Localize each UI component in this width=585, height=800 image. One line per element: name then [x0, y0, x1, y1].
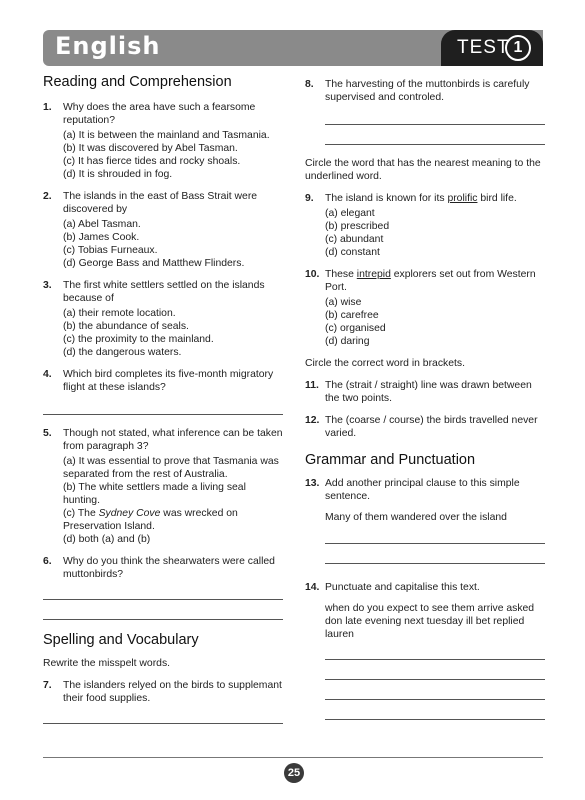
- question-number: 9.: [305, 193, 314, 204]
- question-5: [43, 427, 283, 546]
- option-d[interactable]: (d) It is shrouded in fog.: [63, 169, 173, 180]
- answer-line[interactable]: [325, 144, 545, 145]
- option-c[interactable]: (c) abundant: [325, 234, 384, 245]
- question-1: [43, 101, 283, 181]
- answer-line[interactable]: [325, 563, 545, 564]
- option-a[interactable]: (a) their remote location.: [63, 308, 176, 319]
- question-12: [305, 414, 545, 440]
- question-number: 13.: [305, 478, 320, 489]
- right-column: [305, 72, 545, 720]
- question-9: [305, 192, 545, 259]
- option-b[interactable]: (b) carefree: [325, 310, 379, 321]
- option-a[interactable]: (a) It is between the mainland and Tasmania.: [63, 130, 270, 141]
- answer-line[interactable]: [325, 124, 545, 125]
- sample-sentence: Many of them wandered over the island: [325, 512, 507, 523]
- question-text: The islanders relyed on the birds to supplemant their food supplies.: [63, 680, 282, 704]
- option-c[interactable]: (c) Tobias Furneaux.: [63, 245, 158, 256]
- answer-line[interactable]: [325, 719, 545, 720]
- answer-line[interactable]: [43, 414, 283, 415]
- option-b[interactable]: (b) prescribed: [325, 221, 390, 232]
- test-tab: [441, 30, 543, 66]
- question-number: 5.: [43, 428, 52, 439]
- section-title-reading: Reading and Comprehension: [43, 74, 232, 90]
- answer-line[interactable]: [43, 599, 283, 600]
- option-d[interactable]: (d) daring: [325, 336, 370, 347]
- section-title-grammar: Grammar and Punctuation: [305, 452, 476, 468]
- option-c[interactable]: (c) the proximity to the mainland.: [63, 334, 214, 345]
- test-number-badge: 1: [505, 35, 531, 61]
- question-number: 4.: [43, 369, 52, 380]
- option-d[interactable]: (d) the dangerous waters.: [63, 347, 182, 358]
- option-d[interactable]: (d) both (a) and (b): [63, 534, 151, 545]
- question-number: 14.: [305, 582, 320, 593]
- question-text: The first white settlers settled on the islands because of: [63, 280, 265, 304]
- option-d[interactable]: (d) George Bass and Matthew Flinders.: [63, 258, 245, 269]
- question-text: Punctuate and capitalise this text.: [325, 582, 480, 593]
- question-text: [325, 268, 545, 294]
- question-text: The (strait / straight) line was drawn between the two points.: [325, 380, 532, 404]
- question-text: [325, 192, 545, 205]
- option-a[interactable]: (a) It was essential to prove that Tasmania was separated from the rest of Australia.: [63, 456, 279, 480]
- text-prefix: These: [325, 269, 357, 280]
- section-title-spelling: Spelling and Vocabulary: [43, 632, 199, 648]
- question-number: 10.: [305, 269, 320, 280]
- question-number: 12.: [305, 415, 320, 426]
- question-14: [305, 581, 545, 641]
- underlined-word: prolific: [447, 193, 478, 204]
- answer-line[interactable]: [325, 659, 545, 660]
- question-11: [305, 379, 545, 405]
- option-b[interactable]: (b) It was discovered by Abel Tasman.: [63, 143, 238, 154]
- question-2: [43, 190, 283, 270]
- question-10: [305, 268, 545, 348]
- question-number: 3.: [43, 280, 52, 291]
- question-text: Which bird completes its five-month migratory flight at these islands?: [63, 369, 274, 393]
- page-header: [43, 30, 543, 66]
- instruction-text: Rewrite the misspelt words.: [43, 658, 171, 669]
- page-number-badge: 25: [284, 763, 304, 783]
- left-column: [43, 72, 283, 724]
- question-8: [305, 78, 545, 104]
- answer-line[interactable]: [325, 679, 545, 680]
- subject-title: English: [55, 32, 161, 60]
- option-a[interactable]: (a) wise: [325, 297, 362, 308]
- question-text: The (coarse / course) the birds travelled never varied.: [325, 415, 538, 439]
- question-text: Add another principal clause to this simple sentence.: [325, 478, 520, 502]
- instruction-text: Circle the correct word in brackets.: [305, 358, 465, 369]
- question-number: 7.: [43, 680, 52, 691]
- option-a[interactable]: (a) elegant: [325, 208, 375, 219]
- answer-line[interactable]: [325, 543, 545, 544]
- text-suffix: explorers set out from Western Port.: [325, 269, 536, 293]
- unpunctuated-passage: when do you expect to see them arrive asked don late evening next tuesday ill bet replied lauren: [325, 603, 535, 640]
- option-c-suffix: was wrecked on Preservation Island.: [63, 508, 238, 532]
- question-number: 2.: [43, 191, 52, 202]
- question-number: 1.: [43, 102, 52, 113]
- question-text: Why do you think the shearwaters were called muttonbirds?: [63, 556, 275, 580]
- option-b[interactable]: (b) the abundance of seals.: [63, 321, 189, 332]
- question-text: The harvesting of the muttonbirds is carefuly supervised and controled.: [325, 79, 530, 103]
- question-text: Why does the area have such a fearsome reputation?: [63, 102, 256, 126]
- option-c[interactable]: [63, 507, 283, 533]
- question-4: [43, 368, 283, 394]
- footer-rule: [43, 757, 543, 758]
- question-13: [305, 477, 545, 524]
- option-b[interactable]: (b) James Cook.: [63, 232, 140, 243]
- question-text: The islands in the east of Bass Strait were discovered by: [63, 191, 258, 215]
- question-number: 6.: [43, 556, 52, 567]
- option-c[interactable]: (c) organised: [325, 323, 386, 334]
- option-c-prefix: (c) The: [63, 508, 99, 519]
- question-6: [43, 555, 283, 581]
- question-text: Though not stated, what inference can be taken from paragraph 3?: [63, 428, 283, 452]
- underlined-word: intrepid: [356, 269, 391, 280]
- answer-line[interactable]: [43, 619, 283, 620]
- question-number: 8.: [305, 79, 314, 90]
- question-3: [43, 279, 283, 359]
- question-7: [43, 679, 283, 705]
- option-b[interactable]: (b) The white settlers made a living seal hunting.: [63, 482, 246, 506]
- ship-name: Sydney Cove: [98, 508, 161, 519]
- question-number: 11.: [305, 380, 319, 391]
- option-d[interactable]: (d) constant: [325, 247, 380, 258]
- option-c[interactable]: (c) It has fierce tides and rocky shoals.: [63, 156, 241, 167]
- test-label: TEST: [457, 37, 510, 58]
- option-a[interactable]: (a) Abel Tasman.: [63, 219, 141, 230]
- instruction-text: Circle the word that has the nearest meaning to the underlined word.: [305, 158, 541, 182]
- text-prefix: The island is known for its: [325, 193, 448, 204]
- text-suffix: bird life.: [477, 193, 517, 204]
- answer-line[interactable]: [43, 723, 283, 724]
- answer-line[interactable]: [325, 699, 545, 700]
